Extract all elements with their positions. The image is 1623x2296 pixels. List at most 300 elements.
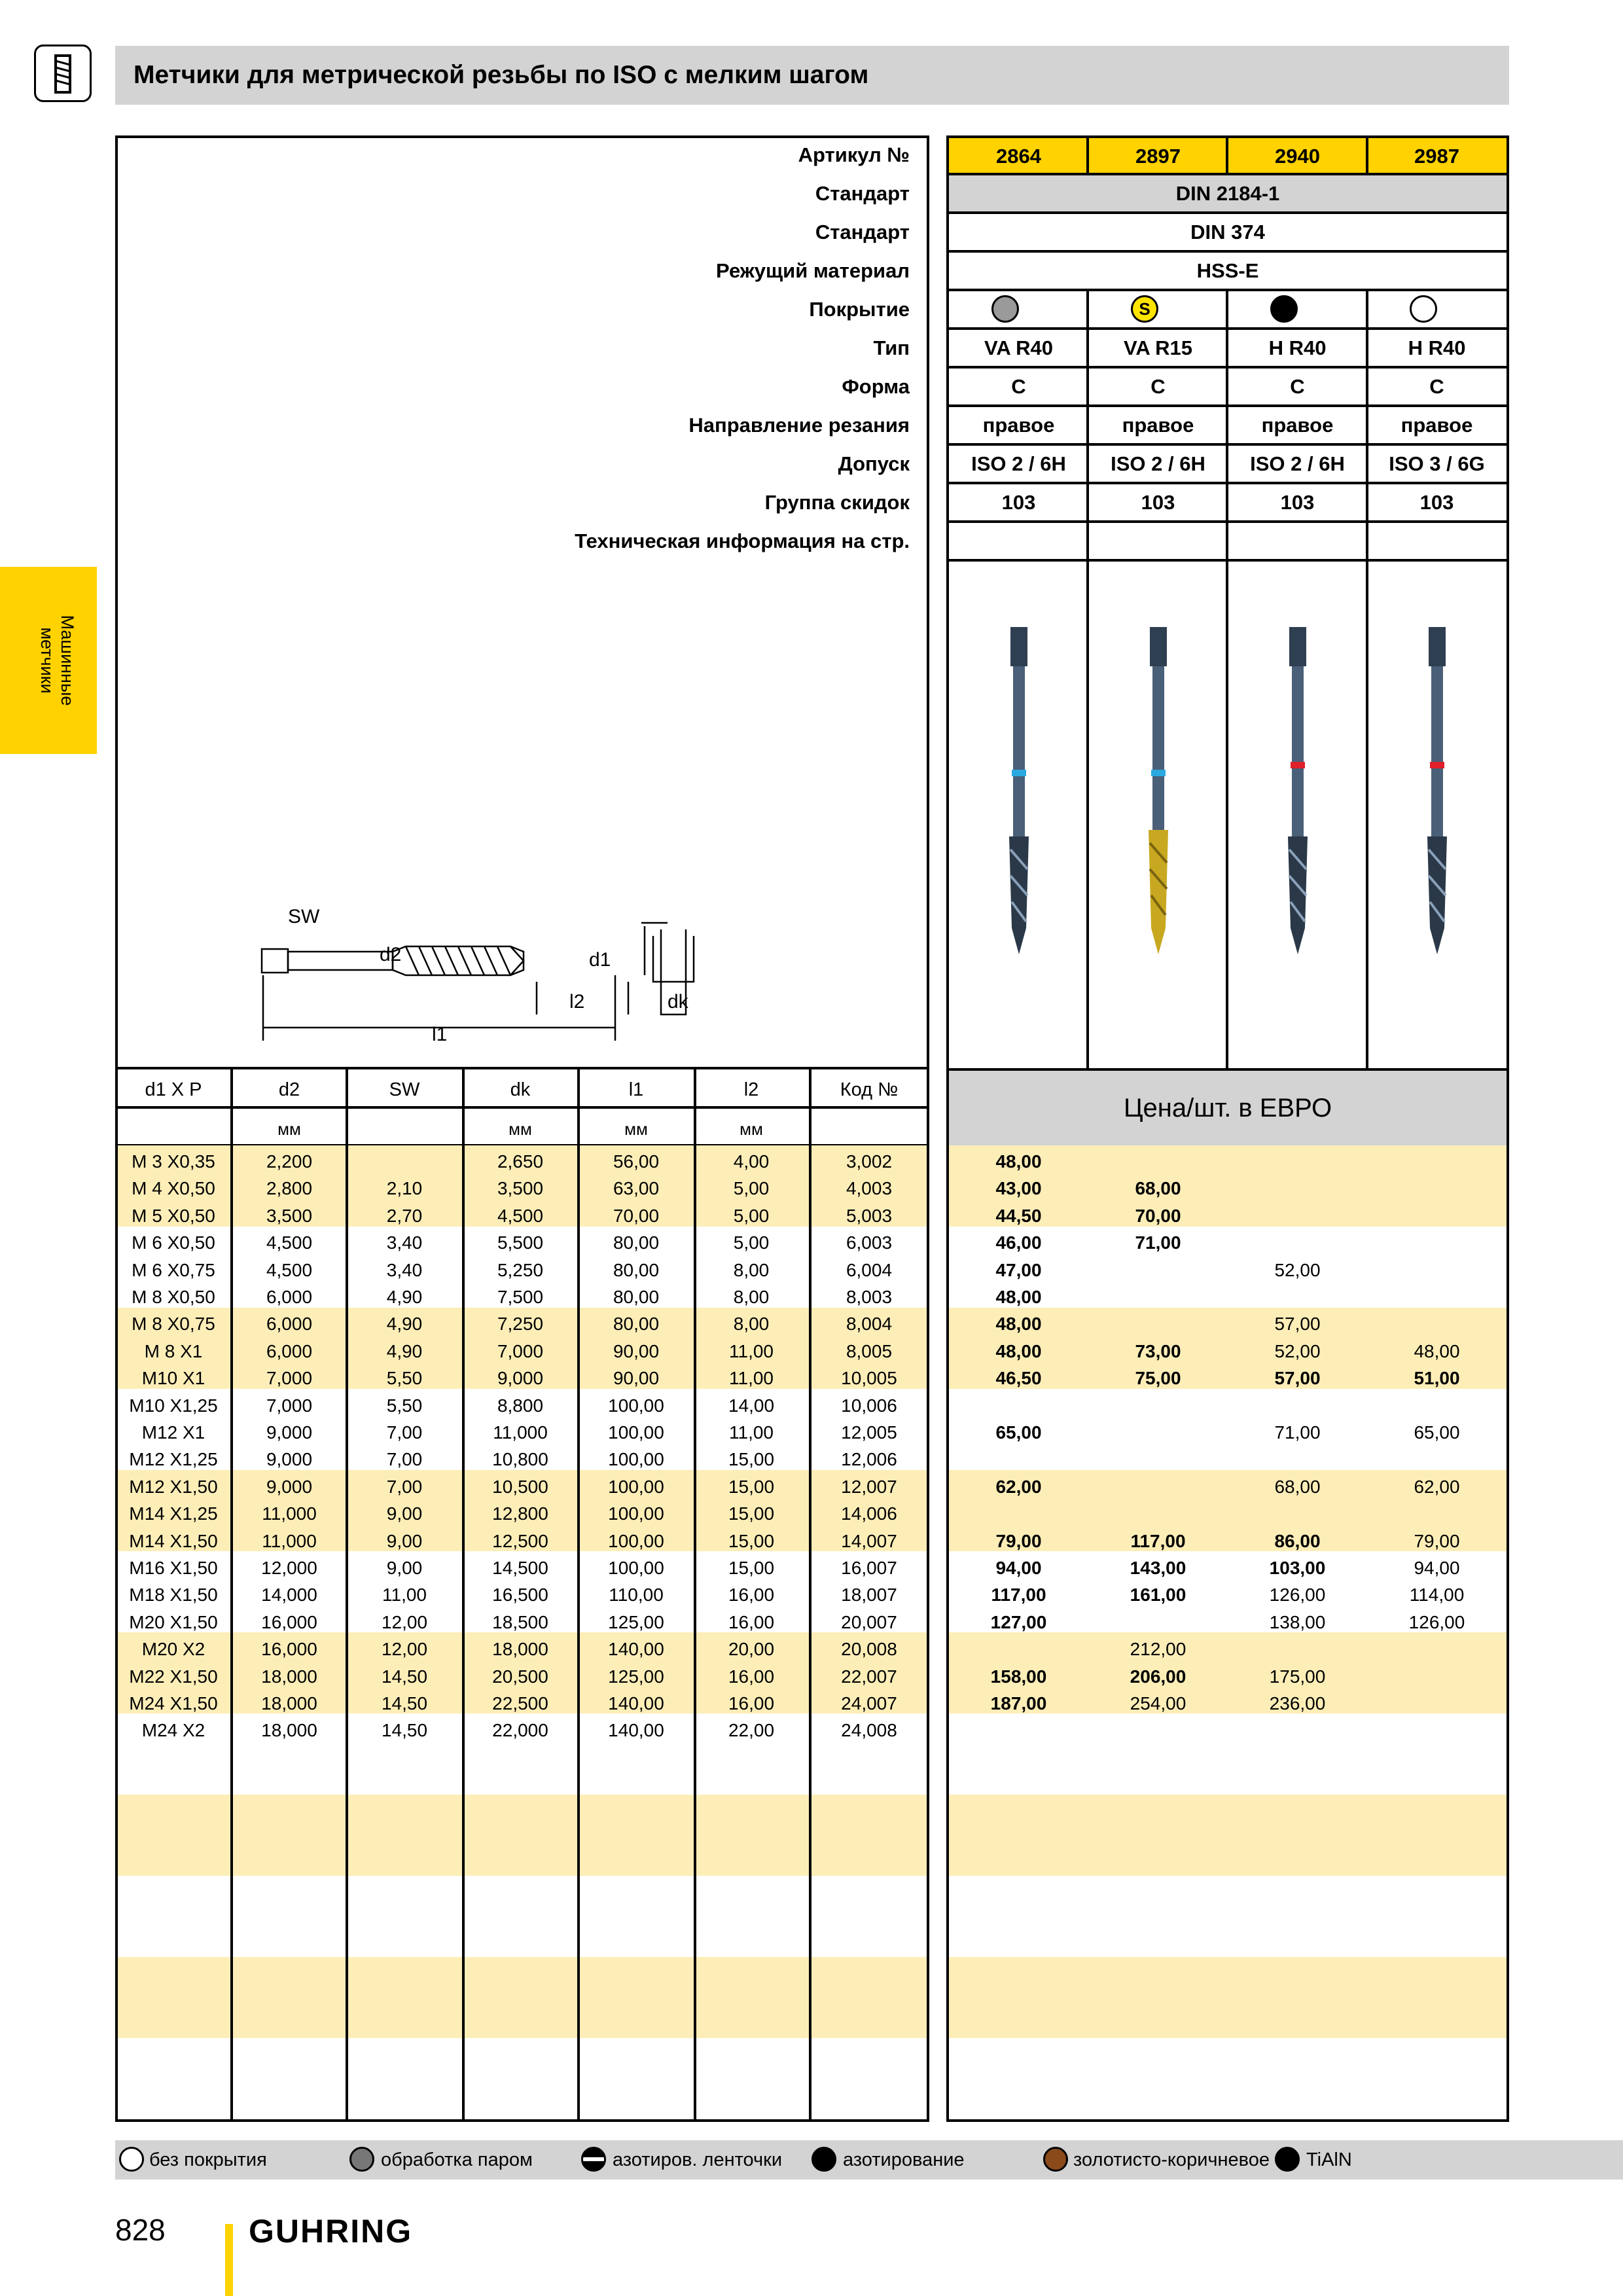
form-cell: C (1011, 375, 1026, 398)
col-header-dk: dk (510, 1079, 531, 1100)
cell-sw: 7,00 (386, 1476, 423, 1497)
price-cell: 114,00 (1409, 1585, 1465, 1605)
form-cell: C (1150, 375, 1166, 398)
table-row[interactable] (115, 1636, 1509, 1662)
cell-l1: 140,00 (608, 1720, 664, 1741)
cell-d1p: M14 X1,50 (129, 1530, 218, 1551)
cell-sw: 12,00 (381, 1639, 428, 1660)
cell-d2: 2,800 (266, 1178, 313, 1199)
brand-bar (225, 2224, 233, 2296)
cell-code: 14,006 (841, 1503, 897, 1524)
cell-l1: 140,00 (608, 1639, 664, 1660)
cell-d2: 6,000 (266, 1314, 313, 1335)
cell-dk: 4,500 (497, 1205, 544, 1226)
table-row[interactable] (115, 1338, 1509, 1365)
table-row[interactable] (115, 1554, 1509, 1581)
tialn-icon (1275, 2147, 1300, 2172)
cell-dk: 5,250 (497, 1259, 544, 1280)
type-cell: H R40 (1268, 336, 1327, 359)
cell-d1p: M24 X1,50 (129, 1693, 218, 1713)
price-cell: 175,00 (1269, 1666, 1326, 1687)
type-cell: VA R40 (984, 336, 1054, 359)
table-stripe (118, 1795, 927, 1876)
cell-d1p: M12 X1 (141, 1422, 205, 1443)
price-cell: 70,00 (1135, 1205, 1181, 1226)
price-cell: 126,00 (1269, 1585, 1326, 1605)
cell-code: 10,005 (841, 1368, 897, 1389)
cell-d2: 9,000 (266, 1449, 313, 1470)
cell-l1: 70,00 (613, 1205, 660, 1226)
cell-l2: 15,00 (728, 1449, 775, 1470)
legend-label: азотиров. ленточки (613, 2149, 783, 2170)
cell-code: 14,007 (841, 1530, 897, 1551)
cell-code: 24,007 (841, 1693, 897, 1713)
legend-label: азотирование (843, 2149, 965, 2170)
price-cell: 75,00 (1135, 1368, 1181, 1389)
grid-line (809, 1068, 812, 2122)
cell-sw: 5,50 (386, 1395, 423, 1416)
table-row[interactable] (115, 1202, 1509, 1229)
grid-line (462, 1068, 465, 2122)
cell-code: 8,004 (846, 1314, 893, 1335)
price-cell: 62,00 (995, 1476, 1042, 1497)
price-cell: 65,00 (1414, 1422, 1460, 1443)
cell-l2: 16,00 (728, 1693, 775, 1713)
cell-l1: 140,00 (608, 1693, 664, 1713)
cell-code: 3,002 (846, 1151, 893, 1172)
cell-d2: 12,000 (261, 1558, 317, 1578)
page-number: 828 (115, 2213, 166, 2247)
price-cell: 86,00 (1274, 1530, 1321, 1551)
nitrided-lands-icon (581, 2147, 606, 2172)
table-row[interactable] (115, 1419, 1509, 1446)
cell-l1: 125,00 (608, 1611, 664, 1632)
material-cell: HSS-E (1196, 259, 1259, 282)
cell-l1: 100,00 (608, 1503, 664, 1524)
cell-l1: 125,00 (608, 1666, 664, 1687)
cell-d2: 18,000 (261, 1720, 317, 1741)
cell-l2: 5,00 (733, 1232, 770, 1253)
price-cell: 79,00 (995, 1530, 1042, 1551)
legend-label: обработка паром (381, 2149, 533, 2170)
cell-l2: 20,00 (728, 1639, 775, 1660)
grid-line (946, 250, 1509, 253)
price-cell: 94,00 (995, 1558, 1042, 1578)
cell-d2: 9,000 (266, 1476, 313, 1497)
cell-d1p: M12 X1,50 (129, 1476, 218, 1497)
price-cell: 46,00 (995, 1232, 1042, 1253)
cell-l2: 8,00 (733, 1259, 770, 1280)
table-row[interactable] (115, 1473, 1509, 1500)
cell-code: 22,007 (841, 1666, 897, 1687)
cell-l1: 90,00 (613, 1340, 660, 1361)
cell-dk: 7,250 (497, 1314, 544, 1335)
cell-code: 16,007 (841, 1558, 897, 1578)
cell-l1: 56,00 (613, 1151, 660, 1172)
cell-code: 6,004 (846, 1259, 893, 1280)
cell-sw: 7,00 (386, 1449, 423, 1470)
cell-l1: 100,00 (608, 1476, 664, 1497)
cell-d1p: M10 X1,25 (129, 1395, 218, 1416)
tap-category-icon (34, 45, 92, 102)
cell-l2: 15,00 (728, 1503, 775, 1524)
table-row[interactable] (115, 1175, 1509, 1202)
cell-d1p: M14 X1,25 (129, 1503, 218, 1524)
cell-code: 5,003 (846, 1205, 893, 1226)
tolerance-cell: ISO 2 / 6H (971, 452, 1066, 475)
cell-sw: 14,50 (381, 1693, 428, 1713)
dim-l2-label: l2 (569, 991, 585, 1013)
cell-l1: 100,00 (608, 1530, 664, 1551)
cell-d2: 18,000 (261, 1666, 317, 1687)
cell-d1p: M24 X2 (141, 1720, 205, 1741)
price-cell: 65,00 (995, 1422, 1042, 1443)
direction-cell: правое (1261, 414, 1334, 437)
table-row[interactable] (115, 1663, 1509, 1690)
cell-sw: 7,00 (386, 1422, 423, 1443)
grid-line (115, 1067, 929, 1069)
discount-cell: 103 (1001, 491, 1036, 514)
cell-l2: 16,00 (728, 1585, 775, 1605)
price-cell: 51,00 (1414, 1368, 1460, 1389)
cell-dk: 9,000 (497, 1368, 544, 1389)
cell-d2: 6,000 (266, 1340, 313, 1361)
price-cell: 48,00 (995, 1287, 1042, 1307)
label-discount: Группа скидок (764, 491, 910, 514)
table-row[interactable] (115, 1581, 1509, 1608)
tap-image-2940 (1288, 627, 1308, 954)
cell-d2: 11,000 (262, 1530, 317, 1551)
cell-l2: 8,00 (733, 1314, 770, 1335)
cell-dk: 22,500 (492, 1693, 548, 1713)
cell-d1p: M 4 X0,50 (132, 1178, 215, 1199)
cell-d1p: M 8 X0,75 (132, 1314, 215, 1335)
grid-line (694, 1068, 696, 2122)
col-header-d1p: d1 X P (145, 1079, 202, 1100)
cell-sw: 4,90 (386, 1287, 423, 1307)
cell-l2: 16,00 (728, 1666, 775, 1687)
cell-d1p: M18 X1,50 (129, 1585, 218, 1605)
table-row[interactable] (115, 1310, 1509, 1337)
cell-d1p: M10 X1 (141, 1368, 205, 1389)
cell-dk: 10,500 (492, 1476, 548, 1497)
label-techinfo: Техническая информация на стр. (575, 529, 910, 552)
cell-dk: 8,800 (497, 1395, 544, 1416)
label-standard-1: Стандарт (815, 182, 910, 205)
table-row[interactable] (115, 1257, 1509, 1283)
cell-code: 4,003 (846, 1178, 893, 1199)
article-cell[interactable]: 2864 (949, 138, 1088, 174)
cell-l1: 80,00 (613, 1314, 660, 1335)
uncoated-icon (1410, 295, 1437, 323)
cell-l2: 8,00 (733, 1287, 770, 1307)
cell-dk: 12,500 (492, 1530, 548, 1551)
steam-icon (349, 2147, 374, 2172)
price-cell: 48,00 (995, 1314, 1042, 1335)
price-header: Цена/шт. в ЕВРО (949, 1071, 1507, 1145)
cell-sw: 9,00 (386, 1558, 423, 1578)
tap-image-2897 (1149, 627, 1168, 954)
price-cell: 44,50 (995, 1205, 1042, 1226)
price-cell: 62,00 (1414, 1476, 1460, 1497)
dim-l1-label: l1 (432, 1024, 448, 1045)
price-cell: 117,00 (1130, 1530, 1186, 1551)
cell-code: 20,008 (841, 1639, 897, 1660)
price-cell: 48,00 (995, 1151, 1042, 1172)
article-cell[interactable]: 2897 (1088, 138, 1228, 174)
price-cell: 127,00 (990, 1611, 1047, 1632)
cell-l2: 15,00 (728, 1558, 775, 1578)
nitrided-icon (812, 2147, 836, 2172)
tap-dimension-drawing (249, 884, 812, 1047)
cell-d1p: M 5 X0,50 (132, 1205, 215, 1226)
cell-l1: 100,00 (608, 1449, 664, 1470)
label-form: Форма (842, 375, 910, 398)
price-cell: 52,00 (1274, 1259, 1321, 1280)
cell-l2: 5,00 (733, 1178, 770, 1199)
cell-l2: 15,00 (728, 1530, 775, 1551)
tolerance-cell: ISO 2 / 6H (1111, 452, 1205, 475)
cell-d1p: M12 X1,25 (129, 1449, 218, 1470)
table-stripe (949, 1795, 1507, 1876)
price-cell: 68,00 (1274, 1476, 1321, 1497)
article-cell[interactable]: 2940 (1228, 138, 1367, 174)
cell-d1p: M 3 X0,35 (132, 1151, 215, 1172)
legend-label: без покрытия (149, 2149, 267, 2170)
cell-sw: 9,00 (386, 1530, 423, 1551)
table-stripe (949, 1957, 1507, 2038)
cell-d2: 3,500 (266, 1205, 313, 1226)
price-cell: 48,00 (1414, 1340, 1460, 1361)
tolerance-cell: ISO 3 / 6G (1389, 452, 1485, 475)
cell-d2: 4,500 (266, 1259, 313, 1280)
cell-d1p: M 6 X0,75 (132, 1259, 215, 1280)
cell-d2: 7,000 (266, 1395, 313, 1416)
unit-l1: мм (624, 1119, 648, 1139)
form-cell: C (1290, 375, 1305, 398)
uncoated-icon (119, 2147, 144, 2172)
label-direction: Направление резания (688, 414, 910, 437)
table-row[interactable] (115, 1365, 1509, 1391)
table-row[interactable] (115, 1500, 1509, 1527)
col-header-l1: l1 (628, 1079, 644, 1100)
cell-dk: 2,650 (497, 1151, 544, 1172)
cell-dk: 18,000 (492, 1639, 548, 1660)
col-header-l2: l2 (743, 1079, 759, 1100)
steam-treated-icon (991, 295, 1019, 323)
cell-l2: 11,00 (729, 1368, 774, 1389)
cell-sw: 4,90 (386, 1314, 423, 1335)
label-tolerance: Допуск (838, 452, 910, 475)
table-stripe (118, 1957, 927, 2038)
cell-code: 6,003 (846, 1232, 893, 1253)
cell-code: 12,005 (841, 1422, 897, 1443)
type-cell: H R40 (1408, 336, 1466, 359)
price-cell: 187,00 (990, 1693, 1047, 1713)
grid-line (577, 1068, 580, 2122)
direction-cell: правое (1122, 414, 1194, 437)
dim-d1-label: d1 (589, 949, 611, 971)
side-tab-line1: Машинные (58, 615, 77, 706)
cell-sw: 2,70 (386, 1205, 423, 1226)
article-cell[interactable]: 2987 (1367, 138, 1507, 174)
cell-dk: 11,000 (493, 1422, 548, 1443)
price-cell: 48,00 (995, 1340, 1042, 1361)
price-cell: 79,00 (1414, 1530, 1460, 1551)
cell-code: 12,007 (841, 1476, 897, 1497)
form-cell: C (1429, 375, 1444, 398)
cell-l2: 15,00 (728, 1476, 775, 1497)
cell-l1: 63,00 (613, 1178, 660, 1199)
cell-d2: 6,000 (266, 1287, 313, 1307)
table-row[interactable] (115, 1717, 1509, 1744)
price-cell: 103,00 (1269, 1558, 1326, 1578)
unit-row (115, 1116, 929, 1143)
label-standard-2: Стандарт (815, 221, 910, 243)
cell-d2: 16,000 (261, 1611, 317, 1632)
cell-l1: 80,00 (613, 1287, 660, 1307)
price-cell: 57,00 (1274, 1368, 1321, 1389)
tin-coated-icon: S (1131, 295, 1158, 323)
price-cell: 46,50 (995, 1368, 1042, 1389)
label-type: Тип (873, 336, 910, 359)
side-tab-label (33, 571, 77, 750)
cell-sw: 11,00 (382, 1585, 427, 1605)
cell-l2: 4,00 (733, 1151, 770, 1172)
cell-l2: 11,00 (729, 1422, 774, 1443)
cell-l1: 90,00 (613, 1368, 660, 1389)
grid-line (115, 1106, 929, 1109)
cell-code: 24,008 (841, 1720, 897, 1741)
cell-d1p: M20 X1,50 (129, 1611, 218, 1632)
cell-d2: 2,200 (266, 1151, 313, 1172)
price-cell: 212,00 (1130, 1639, 1186, 1660)
price-cell: 94,00 (1414, 1558, 1460, 1578)
cell-dk: 3,500 (497, 1178, 544, 1199)
table-row[interactable] (115, 1609, 1509, 1636)
column-headers (115, 1077, 929, 1103)
cell-sw: 14,50 (381, 1720, 428, 1741)
table-row[interactable] (115, 1283, 1509, 1310)
table-row[interactable] (115, 1148, 1509, 1175)
table-row[interactable] (115, 1229, 1509, 1256)
grid-line (1086, 135, 1089, 174)
table-row[interactable] (115, 1392, 1509, 1419)
cell-dk: 14,500 (492, 1558, 548, 1578)
direction-cell: правое (1400, 414, 1473, 437)
col-header-code: Код № (840, 1079, 899, 1100)
cell-sw: 2,10 (386, 1178, 423, 1199)
col-header-sw: SW (389, 1079, 420, 1100)
label-material: Режущий материал (716, 259, 910, 282)
cell-d1p: M 8 X1 (144, 1340, 203, 1361)
unit-dk: мм (508, 1119, 532, 1139)
cell-sw: 14,50 (381, 1666, 428, 1687)
cell-d2: 16,000 (261, 1639, 317, 1660)
cell-code: 12,006 (841, 1449, 897, 1470)
nitrided-icon (1270, 295, 1298, 323)
cell-d2: 18,000 (261, 1693, 317, 1713)
cell-d2: 7,000 (266, 1368, 313, 1389)
price-cell: 43,00 (995, 1178, 1042, 1199)
unit-d2: мм (277, 1119, 301, 1139)
cell-dk: 18,500 (492, 1611, 548, 1632)
price-cell: 71,00 (1135, 1232, 1181, 1253)
cell-code: 20,007 (841, 1611, 897, 1632)
price-cell: 68,00 (1135, 1178, 1181, 1199)
standard-1-cell: DIN 2184-1 (949, 174, 1507, 213)
discount-cell: 103 (1419, 491, 1454, 514)
cell-sw: 3,40 (386, 1232, 423, 1253)
page-title: Метчики для метрической резьбы по ISO с мелким шагом (134, 61, 869, 89)
cell-l1: 80,00 (613, 1232, 660, 1253)
side-tab-line2: метчики (37, 627, 57, 694)
cell-d1p: M22 X1,50 (129, 1666, 218, 1687)
price-cell: 117,00 (991, 1585, 1046, 1605)
tap-image-2864 (1009, 627, 1029, 954)
price-cell: 158,00 (990, 1666, 1047, 1687)
cell-dk: 10,800 (492, 1449, 548, 1470)
cell-dk: 5,500 (497, 1232, 544, 1253)
price-cell: 73,00 (1135, 1340, 1181, 1361)
dim-dk-label: dk (668, 991, 688, 1013)
dim-d2-label: d2 (380, 944, 402, 965)
cell-d1p: M 6 X0,50 (132, 1232, 215, 1253)
cell-d1p: M 8 X0,50 (132, 1287, 215, 1307)
cell-dk: 7,500 (497, 1287, 544, 1307)
cell-sw: 9,00 (386, 1503, 423, 1524)
cell-code: 10,006 (841, 1395, 897, 1416)
price-cell: 47,00 (995, 1259, 1042, 1280)
col-header-d2: d2 (278, 1079, 300, 1100)
cell-dk: 12,800 (492, 1503, 548, 1524)
price-cell: 254,00 (1130, 1693, 1186, 1713)
price-cell: 206,00 (1130, 1666, 1186, 1687)
cell-code: 18,007 (841, 1585, 897, 1605)
cell-dk: 20,500 (492, 1666, 548, 1687)
cell-sw: 3,40 (386, 1259, 423, 1280)
cell-dk: 22,000 (492, 1720, 548, 1741)
grid-line (1366, 135, 1368, 174)
price-cell: 52,00 (1274, 1340, 1321, 1361)
cell-d2: 4,500 (266, 1232, 313, 1253)
tolerance-cell: ISO 2 / 6H (1250, 452, 1345, 475)
cell-l1: 80,00 (613, 1259, 660, 1280)
label-coating: Покрытие (809, 298, 910, 321)
type-cell: VA R15 (1123, 336, 1193, 359)
legend-label: TiAlN (1306, 2149, 1352, 2170)
table-row[interactable] (115, 1446, 1509, 1473)
cell-l1: 100,00 (608, 1422, 664, 1443)
cell-dk: 16,500 (492, 1585, 548, 1605)
table-row[interactable] (115, 1528, 1509, 1554)
price-cell: 143,00 (1130, 1558, 1186, 1578)
cell-sw: 4,90 (386, 1340, 423, 1361)
label-article: Артикул № (798, 143, 910, 166)
brand-logo: GUHRING (249, 2213, 413, 2250)
table-row[interactable] (115, 1690, 1509, 1717)
unit-l2: мм (740, 1119, 763, 1139)
price-cell: 57,00 (1274, 1314, 1321, 1335)
price-cell: 126,00 (1408, 1611, 1465, 1632)
cell-l2: 22,00 (728, 1720, 775, 1741)
product-images (949, 562, 1507, 1068)
cell-code: 8,005 (846, 1340, 893, 1361)
grid-line (1226, 135, 1228, 174)
cell-d2: 9,000 (266, 1422, 313, 1443)
legend-label: золотисто-коричневое (1073, 2149, 1270, 2170)
cell-l1: 100,00 (608, 1558, 664, 1578)
